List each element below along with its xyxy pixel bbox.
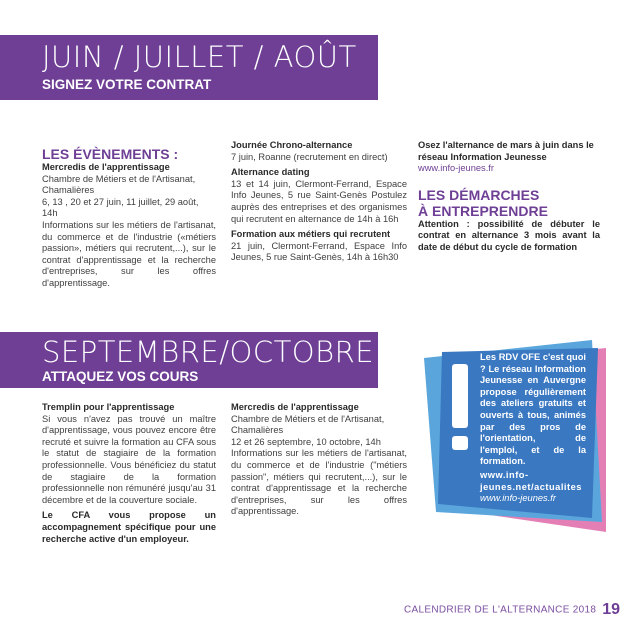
event-title: Alternance dating xyxy=(231,167,310,178)
event-description: Informations sur les métiers de l'artisanat, du commerce et de l'industrie («métiers passion», métiers qui recrutent,...), sur le contrat d'apprentissage et la recherche d'entreprises, sur les offres d'apprentissage. xyxy=(42,219,216,288)
exclamation-icon xyxy=(452,364,468,450)
rdv-actualites-link[interactable]: www.info-jeunes.net/actualites xyxy=(480,469,582,492)
page-footer xyxy=(404,601,620,619)
cfa-text: Le CFA vous propose un accompagnement spécifique pour une recherche active d'un employeur. xyxy=(42,510,216,544)
event-place: Chambre de Métiers et de l'Artisanat, Chamalières xyxy=(42,173,196,196)
section-title: SEPTEMBRE/OCTOBRE xyxy=(42,335,375,369)
rdv-lead: Les RDV OFE c'est quoi ? xyxy=(480,352,586,374)
section-title: JUIN / JUILLET / AOÛT xyxy=(42,40,357,74)
event-title: Mercredis de l'apprentissage xyxy=(231,402,359,412)
rdv-info-jeunes-link[interactable]: www.info-jeunes.fr xyxy=(480,493,556,504)
event-description: 7 juin, Roanne (recrutement en direct) xyxy=(231,151,388,162)
footer-label: CALENDRIER DE L'ALTERNANCE 2018 xyxy=(404,604,597,616)
event-dates: 12 et 26 septembre, 10 octobre, 14h xyxy=(231,436,381,447)
banner-juin-juillet-aout xyxy=(0,35,378,100)
column-demarches xyxy=(418,140,600,254)
column-events-2 xyxy=(231,140,407,264)
section-subtitle: ATTAQUEZ VOS COURS xyxy=(42,369,199,384)
events-heading: LES ÉVÈNEMENTS : xyxy=(42,146,179,162)
event-place: Chambre de Métiers et de l'Artisanat, Chamalières xyxy=(231,413,385,436)
event-title: Journée Chrono-alternance xyxy=(231,140,353,150)
demarches-heading-line2: À ENTREPRENDRE xyxy=(418,202,548,219)
event-title: Formation aux métiers qui recrutent xyxy=(231,229,391,240)
osez-text: Osez l'alternance de mars à juin dans le réseau Information Jeunesse xyxy=(418,140,594,162)
event-description: Informations sur les métiers de l'artisanat, du commerce et de l'industrie ("métiers passion", métiers qui recrutent,...), sur le contrat d'apprentissage et la recherche d'entreprises, sur les offres d'apprentissage. xyxy=(231,448,407,517)
event-title: Tremplin pour l'apprentissage xyxy=(42,402,175,412)
rdv-body: Le réseau Information Jeunesse en Auvergne propose régulièrement des ateliers gratuits et ouverts à tous, animés par des pros de l'orientation, de l'emploi, et de la formation. xyxy=(480,363,586,467)
column-mercredis-automne xyxy=(231,402,407,518)
info-jeunes-link[interactable]: www.info-jeunes.fr xyxy=(418,163,494,174)
page-number: 19 xyxy=(602,601,620,618)
demarches-heading-line1: LES DÉMARCHES xyxy=(418,186,540,203)
event-description: Si vous n'avez pas trouvé un maître d'apprentissage, vous pouvez encore être recruté et suivre la formation au CFA sous le statut de stagiaire de la formation professionnelle. Vous bénéficiez du statut de stagiaire de la formation professionnelle non rémunéré jusqu'au 31 décembre et de la couverture sociale. xyxy=(42,413,216,505)
column-events xyxy=(42,146,216,290)
attention-text: Attention : possibilité de débuter le contrat en alternance 3 mois avant la date de début du cycle de formation xyxy=(418,218,600,252)
rdv-callout-text xyxy=(480,352,586,505)
event-description: 13 et 14 juin, Clermont-Ferrand, Espace Info Jeunes, 5 rue Saint-Genès Postulez auprès des entreprises et des organismes qui recrutent en alternance de 14h à 16h xyxy=(231,178,407,224)
event-description: 21 juin, Clermont-Ferrand, Espace Info Jeunes, 5 rue Saint-Genès, 14h à 16h30 xyxy=(231,240,407,263)
event-title: Mercredis de l'apprentissage xyxy=(42,162,170,172)
column-tremplin xyxy=(42,402,216,545)
event-dates: 6, 13 , 20 et 27 juin, 11 juillet, 29 août, 14h xyxy=(42,196,199,219)
section-subtitle: SIGNEZ VOTRE CONTRAT xyxy=(42,77,212,92)
banner-septembre-octobre xyxy=(0,332,378,388)
